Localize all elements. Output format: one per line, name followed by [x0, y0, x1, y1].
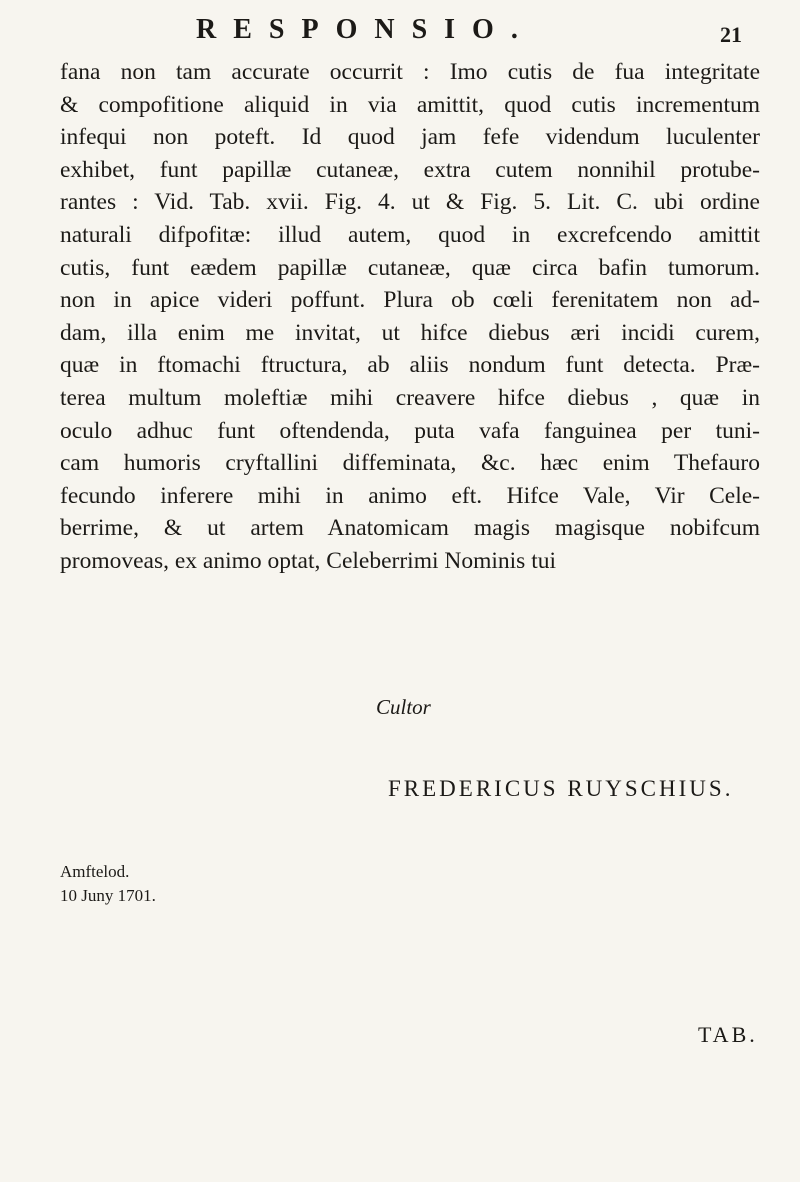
running-head — [0, 14, 800, 54]
author-signature: FREDERICUS RUYSCHIUS. — [388, 776, 734, 801]
text-line: berrime, & ut artem Anatomicam magis magisque nobifcum — [60, 515, 760, 542]
text-line: infequi non poteft. Id quod jam fefe videndum luculenter — [60, 124, 760, 151]
text-line: oculo adhuc funt oftendenda, puta vafa fanguinea per tuni- — [60, 417, 760, 444]
letter-date: 10 Juny 1701. — [60, 886, 156, 905]
text-line: quæ in ftomachi ftructura, ab aliis nondum funt detecta. Præ- — [60, 352, 760, 379]
page-number: 21 — [720, 22, 742, 47]
text-line: non in apice videri poffunt. Plura ob cœli ferenitatem non ad- — [60, 287, 760, 314]
text-line: dam, illa enim me invitat, ut hifce diebus æri incidi curem, — [60, 319, 760, 346]
text-line: cutis, funt eædem papillæ cutaneæ, quæ circa bafin tumorum. — [60, 254, 760, 281]
running-title: RESPONSIO. — [196, 14, 535, 45]
text-line: & compofitione aliquid in via amittit, quod cutis incrementum — [60, 91, 760, 118]
text-line: terea multum moleftiæ mihi creavere hifce diebus , quæ in — [60, 384, 760, 411]
text-line: exhibet, funt papillæ cutaneæ, extra cutem nonnihil protube- — [60, 156, 760, 183]
closing-cultor: Cultor — [376, 695, 431, 719]
text-line: fecundo inferere mihi in animo eft. Hifce Vale, Vir Cele- — [60, 482, 760, 509]
text-line: fana non tam accurate occurrit : Imo cutis de fua integritate — [60, 59, 760, 85]
text-line: naturali difpofitæ: illud autem, quod in excrefcendo amittit — [60, 221, 760, 248]
place-name: Amftelod. — [60, 862, 130, 881]
body-text — [60, 56, 760, 578]
catchword: TAB. — [698, 1022, 758, 1047]
text-line: cam humoris cryftallini diffeminata, &c. hæc enim Thefauro — [60, 450, 760, 477]
text-line: promoveas, ex animo optat, Celeberrimi Nominis tui — [60, 547, 557, 574]
place-and-date — [60, 860, 156, 908]
text-line: rantes : Vid. Tab. xvii. Fig. 4. ut & Fig. 5. Lit. C. ubi ordine — [60, 189, 760, 216]
